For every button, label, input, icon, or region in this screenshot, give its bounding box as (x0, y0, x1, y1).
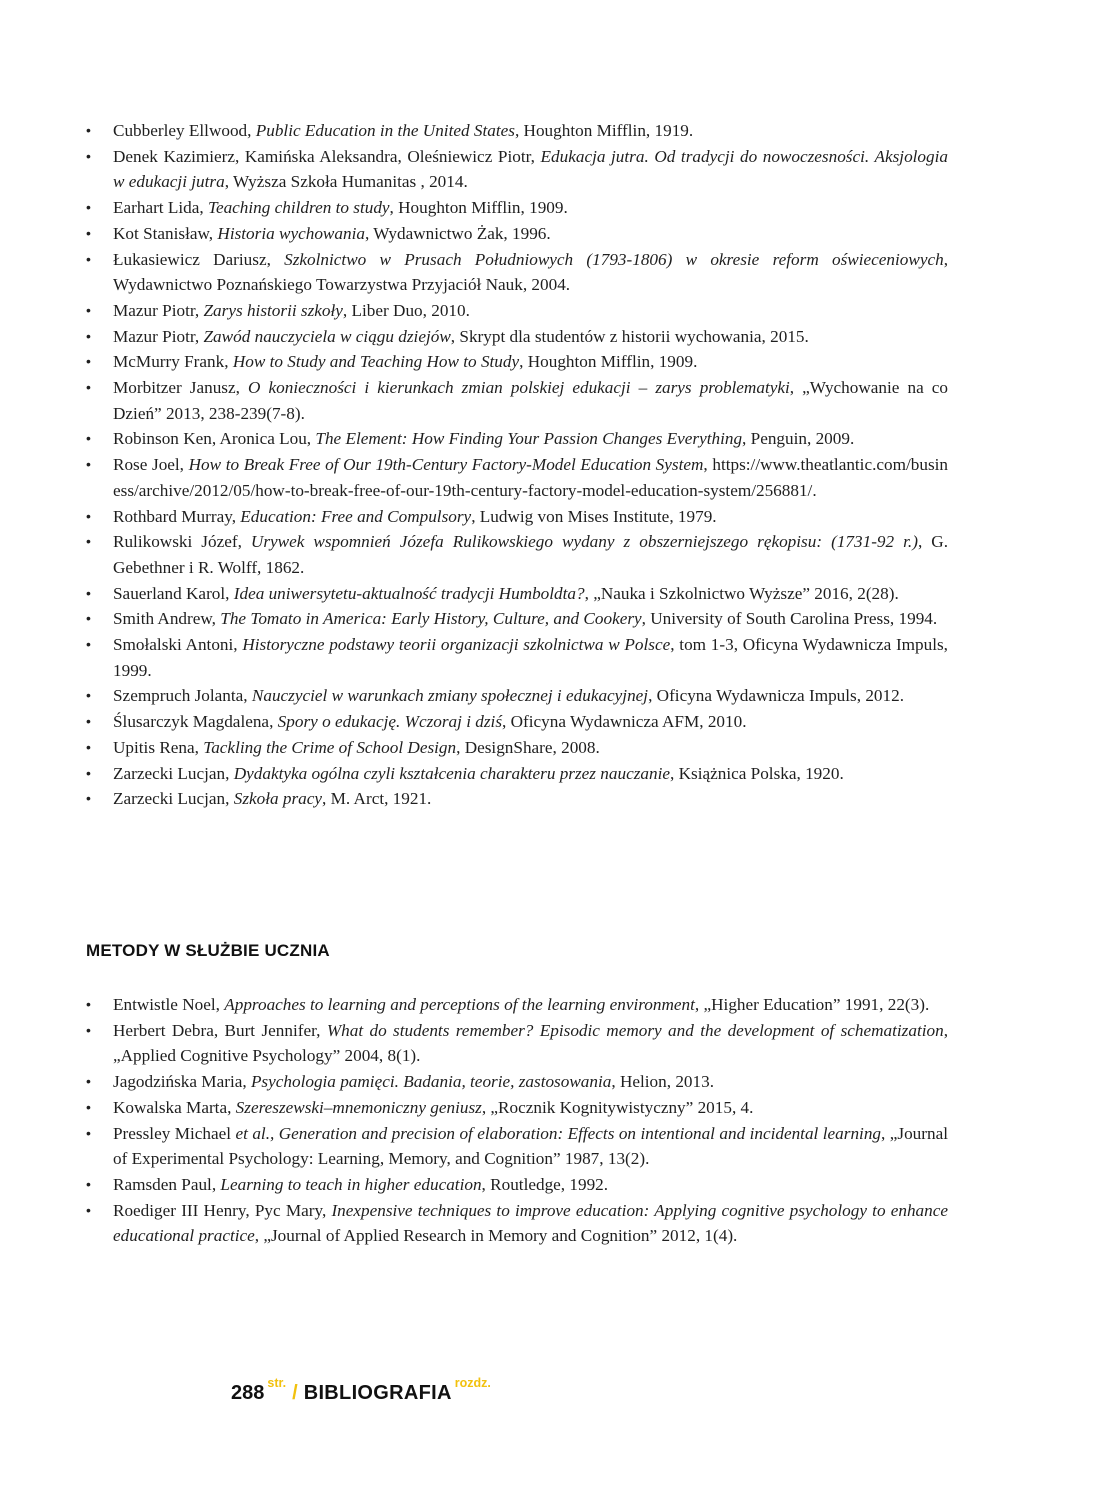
bibliography-entry: • Zarzecki Lucjan, Dydaktyka ogólna czyli kształcenia charakteru przez nauczanie, Książnica Polska, 1920. (86, 761, 948, 787)
bibliography-entry: • Robinson Ken, Aronica Lou, The Element: How Finding Your Passion Changes Everything, Penguin, 2009. (86, 426, 948, 452)
bibliography-entry: • Kowalska Marta, Szereszewski–mnemoniczny geniusz, „Rocznik Kognitywistyczny” 2015, 4. (86, 1095, 948, 1121)
bibliography-entry: • Sauerland Karol, Idea uniwersytetu-aktualność tradycji Humboldta?, „Nauka i Szkolnictwo Wyższe” 2016, 2(28). (86, 581, 948, 607)
bibliography-entry: • Mazur Piotr, Zarys historii szkoły, Liber Duo, 2010. (86, 298, 948, 324)
footer-separator: / (292, 1382, 298, 1404)
bibliography-entry: • Earhart Lida, Teaching children to study, Houghton Mifflin, 1909. (86, 195, 948, 221)
bibliography-entry: • Smith Andrew, The Tomato in America: Early History, Culture, and Cookery, University of South Carolina Press, 1994. (86, 606, 948, 632)
chapter-title: BIBLIOGRAFIA (303, 1382, 452, 1404)
bibliography-entry: • Entwistle Noel, Approaches to learning and perceptions of the learning environment, „Higher Education” 1991, 22(3). (86, 992, 948, 1018)
bibliography-entry: • Łukasiewicz Dariusz, Szkolnictwo w Prusach Południowych (1793-1806) w okresie reform oświeceniowych, Wydawnictwo Poznańskiego Towarzystwa Przyjaciół Nauk, 2004. (86, 247, 948, 298)
bibliography-entry: • Jagodzińska Maria, Psychologia pamięci. Badania, teorie, zastosowania, Helion, 2013. (86, 1069, 948, 1095)
page-suffix: str. (267, 1376, 287, 1390)
bibliography-entry: • Zarzecki Lucjan, Szkoła pracy, M. Arct, 1921. (86, 786, 948, 812)
bibliography-entry: • Ramsden Paul, Learning to teach in higher education, Routledge, 1992. (86, 1172, 948, 1198)
bibliography-entry: • Pressley Michael et al., Generation and precision of elaboration: Effects on intentional and incidental learning, „Journal of Experimental Psychology: Learning, Memory, and Cognition” 1987, 13(2). (86, 1121, 948, 1172)
page-number: 288 (231, 1382, 265, 1404)
bibliography-entry: • Rose Joel, How to Break Free of Our 19th-Century Factory-Model Education System, https://www.theatlantic.com/business/archive/2012/05/how-to-break-free-of-our-19th-century-factory-model-education-system/256881/. (86, 452, 948, 503)
bibliography-list (86, 992, 948, 1249)
bibliography-entry: • Rulikowski Józef, Urywek wspomnień Józefa Rulikowskiego wydany z obszerniejszego rękopisu: (1731-92 r.), G. Gebethner i R. Wolff, 1862. (86, 529, 948, 580)
bibliography-entry: • Mazur Piotr, Zawód nauczyciela w ciągu dziejów, Skrypt dla studentów z historii wychowania, 2015. (86, 324, 948, 350)
url-link[interactable]: , https://www.theatlantic.com/business/archive/2012/05/how-to-break-free-of-our-19th-century-factory-model-education-system/256881/. (113, 455, 948, 500)
bibliography-entry: • Ślusarczyk Magdalena, Spory o edukację. Wczoraj i dziś, Oficyna Wydawnicza AFM, 2010. (86, 709, 948, 735)
bibliography-entry: • Szempruch Jolanta, Nauczyciel w warunkach zmiany społecznej i edukacyjnej, Oficyna Wydawnicza Impuls, 2012. (86, 683, 948, 709)
bibliography-entry: • Roediger III Henry, Pyc Mary, Inexpensive techniques to improve education: Applying cognitive psychology to enhance educational practice, „Journal of Applied Research in Memory and Cognition” 2012, 1(4). (86, 1198, 948, 1249)
bibliography-list (86, 118, 948, 812)
bibliography-entry: • McMurry Frank, How to Study and Teaching How to Study, Houghton Mifflin, 1909. (86, 349, 948, 375)
bibliography-entry: • Rothbard Murray, Education: Free and Compulsory, Ludwig von Mises Institute, 1979. (86, 504, 948, 530)
bibliography-entry: • Denek Kazimierz, Kamińska Aleksandra, Oleśniewicz Piotr, Edukacja jutra. Od tradycji do nowoczesności. Aksjologia w edukacji jutra, Wyższa Szkoła Humanitas , 2014. (86, 144, 948, 195)
bibliography-entry: • Smołalski Antoni, Historyczne podstawy teorii organizacji szkolnictwa w Polsce, tom 1-3, Oficyna Wydawnicza Impuls, 1999. (86, 632, 948, 683)
section-heading: METODY W SŁUŻBIE UCZNIA (86, 941, 330, 960)
et-al-text: et al. (235, 1123, 270, 1143)
bibliography-entry: • Cubberley Ellwood, Public Education in the United States, Houghton Mifflin, 1919. (86, 118, 948, 144)
bibliography-entry: • Herbert Debra, Burt Jennifer, What do students remember? Episodic memory and the development of schematization, „Applied Cognitive Psychology” 2004, 8(1). (86, 1018, 948, 1069)
bibliography-entry: • Morbitzer Janusz, O konieczności i kierunkach zmian polskiej edukacji – zarys problematyki, „Wychowanie na co Dzień” 2013, 238-239(7-8). (86, 375, 948, 426)
chapter-suffix: rozdz. (454, 1376, 491, 1390)
page-footer (231, 1376, 491, 1404)
bibliography-entry: • Kot Stanisław, Historia wychowania, Wydawnictwo Żak, 1996. (86, 221, 948, 247)
bibliography-entry: • Upitis Rena, Tackling the Crime of School Design, DesignShare, 2008. (86, 735, 948, 761)
